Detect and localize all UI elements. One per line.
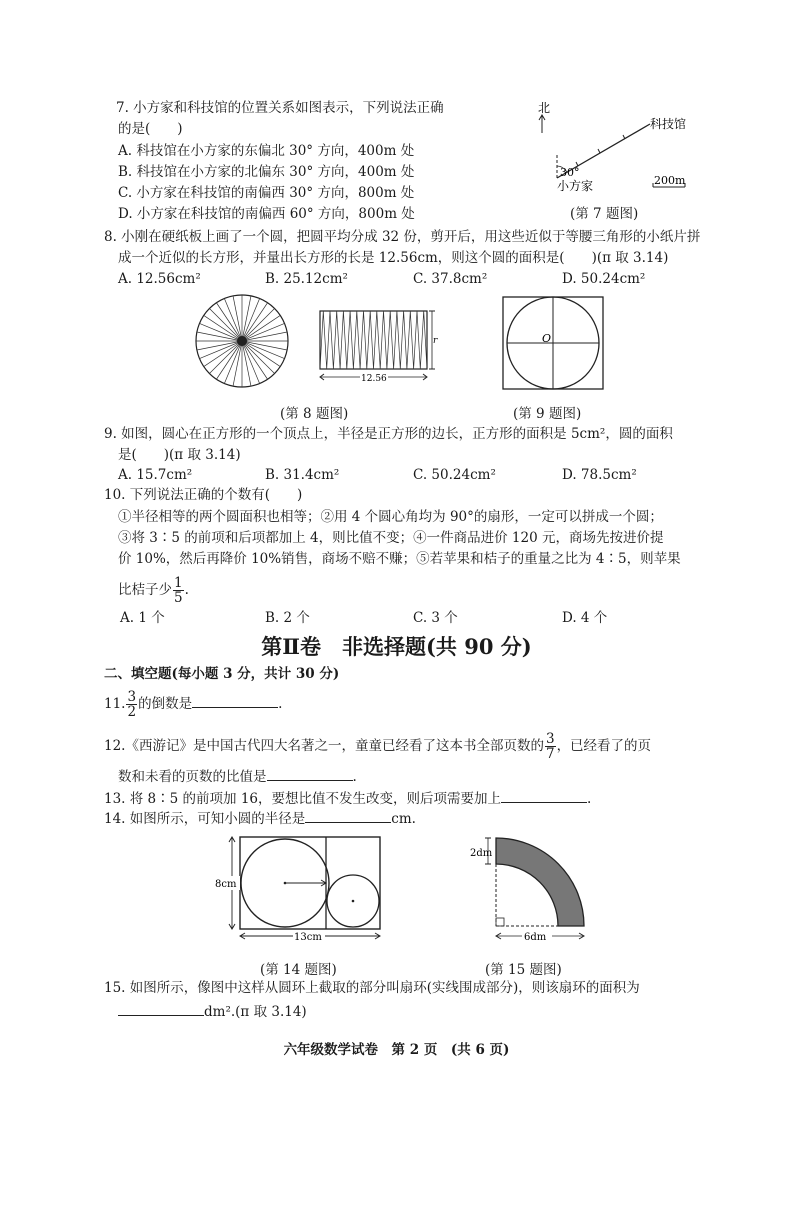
q12-answer-blank[interactable]	[267, 766, 353, 781]
q14-answer-blank[interactable]	[305, 808, 391, 823]
q8-caption: (第 8 题图)	[280, 406, 349, 422]
q15-line1: 15. 如图所示，像图中这样从圆环上截取的部分叫扇环(实线围成部分)，则该扇环的面积为	[104, 980, 640, 996]
q8-figure	[195, 295, 445, 395]
q7-museum-label: 科技馆	[650, 117, 687, 131]
q9-option-a[interactable]: A. 15.7cm²	[118, 467, 193, 483]
q11-text: 的倒数是	[138, 696, 193, 712]
q15-unit: dm².	[204, 1004, 236, 1020]
q10-option-d[interactable]: D. 4 个	[562, 610, 608, 626]
q13-text: 13. 将 8∶5 的前项加 16，要想比值不发生改变，则后项需要加上	[104, 791, 501, 807]
q10-frac-den: 5	[174, 590, 183, 606]
q10-line4-pre: 比桔子少	[118, 582, 172, 598]
q14-width-label: 13cm	[294, 932, 322, 943]
sector-line	[242, 341, 275, 374]
q15-radius-label: 6dm	[524, 932, 547, 943]
q14-height-label: 8cm	[215, 879, 237, 890]
q14-caption: (第 14 题图)	[260, 962, 337, 978]
q8-stem-line2: 成一个近似的长方形，并量出长方形的长是 12.56cm，则这个圆的面积是( )(π 取 3.14)	[118, 250, 669, 266]
q14-figure	[210, 832, 390, 947]
q11-end: .	[278, 696, 283, 712]
q8-option-b[interactable]: B. 25.12cm²	[265, 271, 348, 287]
q10-line1: ①半径相等的两个圆面积也相等；②用 4 个圆心角均为 90°的扇形，一定可以拼成一个圆；	[118, 509, 663, 525]
q14	[104, 808, 416, 829]
q12-post: ，已经看了的页	[556, 738, 652, 754]
q9-option-d[interactable]: D. 78.5cm²	[562, 467, 637, 483]
q10-line3: 价 10%，然后再降价 10%销售，商场不赔不赚；⑤若苹果和桔子的重量之比为 4∶5，则苹果	[118, 551, 681, 567]
q15-figure	[460, 832, 600, 947]
q10-fraction	[173, 576, 184, 605]
q10-stem: 10. 下列说法正确的个数有( )	[104, 487, 303, 503]
q13-answer-blank[interactable]	[501, 788, 587, 803]
q7-angle-label: 30°	[560, 166, 580, 179]
q9-figure	[500, 295, 610, 395]
section-part2-heading: 二、填空题(每小题 3 分，共计 30 分)	[104, 666, 340, 682]
q15-annular-sector	[496, 838, 584, 926]
q7-figure	[530, 98, 710, 198]
q11-fraction	[126, 690, 137, 719]
triangle-zigzag	[320, 311, 427, 369]
q10-option-b[interactable]: B. 2 个	[265, 610, 310, 626]
page-footer: 六年级数学试卷 第 2 页 (共 6 页)	[283, 1042, 510, 1058]
q13-end: .	[587, 791, 592, 807]
q7-scale-label: 200m	[654, 174, 686, 187]
q9-option-b[interactable]: B. 31.4cm²	[265, 467, 340, 483]
q12-line2-text: 数和未看的页数的比值是	[118, 769, 267, 785]
q9-stem-line2: 是( )(π 取 3.14)	[118, 447, 241, 463]
q10-line4	[118, 570, 189, 610]
q10-line2: ③将 3∶5 的前项和后项都加上 4，则比值不变；④一件商品进价 120 元，商场先按进价提	[118, 530, 664, 546]
q11-answer-blank[interactable]	[192, 693, 278, 708]
q15-note: (π 取 3.14)	[235, 1004, 307, 1020]
q7-option-d[interactable]: D. 小方家在科技馆的南偏西 60° 方向，800m 处	[118, 206, 415, 222]
q7-north-label: 北	[538, 101, 551, 115]
q7-stem-line1: 7. 小方家和科技馆的位置关系如图表示，下列说法正确	[116, 100, 444, 116]
q8-option-a[interactable]: A. 12.56cm²	[118, 271, 201, 287]
q11-num: 11.	[104, 696, 126, 712]
q14-unit: cm.	[391, 811, 416, 827]
sector-line	[209, 341, 242, 374]
q10-frac-num: 1	[174, 575, 183, 591]
q8-option-d[interactable]: D. 50.24cm²	[562, 271, 646, 287]
q9-option-c[interactable]: C. 50.24cm²	[413, 467, 496, 483]
q7-home-label: 小方家	[557, 179, 594, 193]
q15-answer-blank[interactable]	[118, 1001, 204, 1016]
q14-text: 14. 如图所示，可知小圆的半径是	[104, 811, 306, 827]
q11-frac-den: 2	[127, 704, 137, 720]
q7-option-b[interactable]: B. 科技馆在小方家的北偏东 30° 方向，400m 处	[118, 164, 415, 180]
q7-stem-line2: 的是( )	[118, 121, 183, 137]
q15-caption: (第 15 题图)	[485, 962, 562, 978]
q15-line2	[118, 1001, 307, 1022]
q11	[104, 684, 282, 724]
q7-caption: (第 7 题图)	[570, 206, 639, 222]
sector-line	[209, 308, 242, 341]
sector-line	[242, 308, 275, 341]
q12-line2	[118, 766, 357, 787]
q8-length-label: 12.56	[361, 374, 387, 384]
section-title: 第Ⅱ卷 非选择题(共 90 分)	[261, 634, 532, 659]
q11-frac-num: 3	[127, 689, 137, 705]
q9-caption: (第 9 题图)	[513, 406, 582, 422]
q8-stem-line1: 8. 小刚在硬纸板上画了一个圆，把圆平均分成 32 份，剪开后，用这些近似于等腰三角形的小纸片拼	[104, 229, 701, 245]
q12-end: .	[352, 769, 357, 785]
q12-line1	[104, 726, 651, 766]
q7-option-a[interactable]: A. 科技馆在小方家的东偏北 30° 方向，400m 处	[118, 143, 415, 159]
q13	[104, 788, 591, 809]
q15-width-label: 2dm	[470, 848, 493, 859]
q12-fraction	[545, 732, 556, 761]
q10-line4-post: .	[184, 582, 189, 598]
q10-option-a[interactable]: A. 1 个	[120, 610, 165, 626]
q12-frac-num: 3	[545, 731, 555, 747]
q8-radius-label: r	[433, 336, 438, 346]
q10-option-c[interactable]: C. 3 个	[413, 610, 458, 626]
q7-option-c[interactable]: C. 小方家在科技馆的南偏西 30° 方向，800m 处	[118, 185, 415, 201]
q9-center-label: O	[542, 332, 552, 345]
q9-stem-line1: 9. 如图，圆心在正方形的一个顶点上，半径是正方形的边长，正方形的面积是 5cm²，圆的面积	[104, 426, 673, 442]
q8-option-c[interactable]: C. 37.8cm²	[413, 271, 488, 287]
q12-frac-den: 7	[545, 746, 555, 762]
q12-pre: 12.《西游记》是中国古代四大名著之一，童童已经看了这本书全部页数的	[104, 738, 544, 754]
